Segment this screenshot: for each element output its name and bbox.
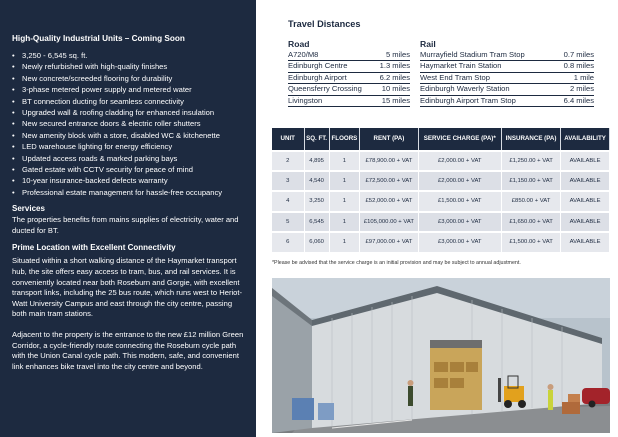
road-title: Road [288,39,310,49]
main-heading: High-Quality Industrial Units – Coming Soon [12,34,185,43]
table-row [272,191,610,211]
table-cell: £72,500.00 + VAT [360,171,418,191]
rail-distances [420,39,594,107]
table-cell: 4,540 [304,171,329,191]
feature-item: • 3-phase metered power supply and metered water [12,84,244,95]
road-place: Edinburgh Airport [288,72,347,82]
feature-item: • New amenity block with a store, disabled WC & kitchenette [12,130,244,141]
table-cell: 6,545 [304,212,329,232]
table-cell: £1,500.00 + VAT [418,191,501,211]
feature-item: • New secured entrance doors & electric roller shutters [12,118,244,129]
rail-row [420,73,594,84]
table-cell: 4,895 [304,151,329,171]
rail-distance: 6.4 miles [563,95,594,105]
location-paragraph-2: Adjacent to the property is the entrance to the new £12 million Green Corridor, a cycle-friendly route connecting the Roseburn cycle path with the Union Canal cycle path. This modern, safe, and convenient link enhances bike travel into the city centre and beyond. [12,330,244,371]
column-header: INSURANCE (PA) [501,128,560,151]
table-cell: AVAILABLE [561,191,610,211]
road-place: Livingston [288,95,323,105]
rail-place: West End Tram Stop [420,72,490,82]
column-header: FLOORS [329,128,360,151]
rail-distance: 0.8 miles [563,61,594,71]
road-distance: 1.3 miles [379,61,410,71]
table-row [272,151,610,171]
table-cell: £97,000.00 + VAT [360,232,418,252]
table-cell: AVAILABLE [561,171,610,191]
feature-item: • 3,250 - 6,545 sq. ft. [12,50,244,61]
road-distance: 10 miles [381,84,410,94]
feature-list [12,50,244,198]
road-place: Queensferry Crossing [288,84,362,94]
table-cell: 1 [329,151,360,171]
service-charge-footnote: *Please be advised that the service charge is an initial provision and may be subject to annual adjustment. [272,260,521,266]
table-row [272,212,610,232]
feature-item: • Updated access roads & marked parking bays [12,153,244,164]
table-cell: £1,650.00 + VAT [501,212,560,232]
feature-item: • Newly refurbished with high-quality finishes [12,61,244,72]
table-cell: 1 [329,171,360,191]
table-cell: 6 [272,232,304,252]
table-cell: £3,000.00 + VAT [418,232,501,252]
road-row [288,84,410,95]
column-header: AVAILABILITY [561,128,610,151]
road-row [288,73,410,84]
table-cell: 4 [272,191,304,211]
feature-item: • New concrete/screeded flooring for durability [12,73,244,84]
feature-item: • LED warehouse lighting for energy efficiency [12,141,244,152]
table-cell: 3,250 [304,191,329,211]
road-row [288,50,410,61]
rail-title: Rail [420,39,436,49]
right-panel [262,0,618,437]
table-cell: £52,000.00 + VAT [360,191,418,211]
table-cell: AVAILABLE [561,232,610,252]
road-place: Edinburgh Centre [288,61,348,71]
table-cell: £2,000.00 + VAT [418,171,501,191]
table-cell: 5 [272,212,304,232]
table-cell: 6,060 [304,232,329,252]
services-text: The properties benefits from mains supplies of electricity, water and ducted for BT. [12,215,239,235]
feature-item: • BT connection ducting for seamless connectivity [12,96,244,107]
table-cell: £78,900.00 + VAT [360,151,418,171]
table-cell: 1 [329,232,360,252]
road-distances [288,39,410,107]
rail-row [420,50,594,61]
table-cell: £850.00 + VAT [501,191,560,211]
table-cell: £1,150.00 + VAT [501,171,560,191]
table-cell: £105,000.00 + VAT [360,212,418,232]
rail-distance: 0.7 miles [563,50,594,59]
table-cell: AVAILABLE [561,212,610,232]
table-cell: £2,000.00 + VAT [418,151,501,171]
road-distance: 5 miles [385,50,410,59]
table-cell: 2 [272,151,304,171]
location-paragraph-1: Situated within a short walking distance of the Haymarket transport hub, the site offers easy access to tram, bus, and rail services. It is conveniently located near both Roseburn and Gorgie, with excellent transport links, including the 25 bus route, which runs west to Heriot-Watt University Campus and east through the city centre, passing both main tram stations. [12,256,243,319]
column-header: RENT (PA) [360,128,418,151]
table-cell: £1,250.00 + VAT [501,151,560,171]
table-row [272,232,610,252]
column-header: SQ. FT. [304,128,329,151]
feature-item: • Upgraded wall & roofing cladding for enhanced insulation [12,107,244,118]
table-cell: 3 [272,171,304,191]
road-distance: 6.2 miles [379,72,410,82]
rail-distance: 1 mile [573,72,594,82]
location-title: Prime Location with Excellent Connectivity [12,243,176,253]
rail-place: Edinburgh Waverly Station [420,84,510,94]
feature-item: • Professional estate management for hassle-free occupancy [12,187,244,198]
road-row [288,96,410,107]
feature-item: • 10-year insurance-backed defects warranty [12,175,244,186]
units-table [272,128,610,252]
warehouse-photo [272,278,610,433]
details-panel [0,0,256,437]
table-cell: £3,000.00 + VAT [418,212,501,232]
table-row [272,171,610,191]
table-cell: 1 [329,212,360,232]
services-title: Services [12,204,45,214]
rail-row [420,96,594,107]
table-cell: AVAILABLE [561,151,610,171]
rail-distance: 2 miles [569,84,594,94]
rail-place: Murrayfield Stadium Tram Stop [420,50,525,59]
table-cell: £1,500.00 + VAT [501,232,560,252]
travel-distances-title: Travel Distances [288,19,361,29]
rail-row [420,84,594,95]
road-place: A720/M8 [288,50,319,59]
rail-place: Haymarket Train Station [420,61,502,71]
rail-place: Edinburgh Airport Tram Stop [420,95,516,105]
column-header: UNIT [272,128,304,151]
column-header: SERVICE CHARGE (PA)* [418,128,501,151]
road-row [288,61,410,72]
feature-item: • Gated estate with CCTV security for peace of mind [12,164,244,175]
road-distance: 15 miles [381,95,410,105]
rail-row [420,61,594,72]
table-cell: 1 [329,191,360,211]
